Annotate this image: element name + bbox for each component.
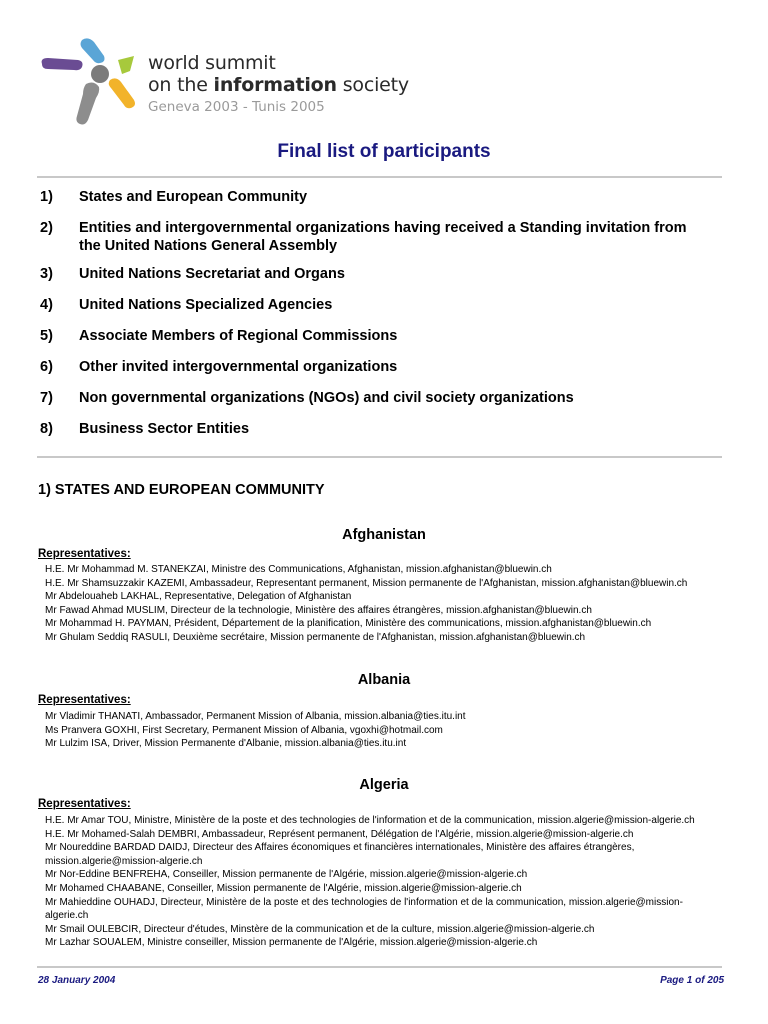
participant-entry: H.E. Mr Mohammad M. STANEKZAI, Ministre des Communications, Afghanistan, mission.afghanistan@bluewin.ch <box>45 564 552 575</box>
participant-entry: Mr Lazhar SOUALEM, Ministre conseiller, Mission permanente de l'Algérie, mission.algerie@mission-algerie.ch <box>45 937 538 949</box>
table-of-contents <box>40 188 710 451</box>
toc-item <box>40 219 710 255</box>
participant-entry: Mr Nor-Eddine BENFREHA, Conseiller, Mission permanente de l'Algérie, mission.algerie@mission-algerie.ch <box>45 869 528 881</box>
logo-wordmark <box>148 52 409 117</box>
participant-entry: H.E. Mr Mohamed-Salah DEMBRI, Ambassadeur, Représent permanent, Délégation de l'Algérie, mission.algerie@mission-algerie.ch <box>45 828 634 840</box>
footer-page-number: Page 1 of 205 <box>660 975 724 986</box>
logo-line-2-post: society <box>336 74 409 96</box>
participant-entry: Mr Vladimir THANATI, Ambassador, Permanent Mission of Albania, mission.albania@ties.itu.int <box>45 711 466 722</box>
toc-text: Entities and intergovernmental organizations having received a Standing invitation from the United Nations General Assembly <box>79 220 687 254</box>
participant-entry: Ms Pranvera GOXHI, First Secretary, Permanent Mission of Albania, vgoxhi@hotmail.com <box>45 724 443 736</box>
toc-number: 6) <box>40 359 53 375</box>
toc-number: 8) <box>40 421 53 437</box>
participant-list <box>45 563 725 645</box>
toc-text: States and European Community <box>79 189 308 205</box>
participant-entry: Mr Abdelouaheb LAKHAL, Representative, Delegation of Afghanistan <box>45 591 352 603</box>
country-heading: Afghanistan <box>342 527 426 543</box>
logo-line-2 <box>148 74 409 96</box>
toc-number: 3) <box>40 266 53 282</box>
wsis-logo <box>38 36 143 131</box>
representatives-label: Representatives: <box>38 694 131 706</box>
logo-center <box>91 65 109 83</box>
toc-text: United Nations Secretariat and Organs <box>79 266 345 282</box>
participant-list <box>45 814 725 950</box>
logo-blue-arm <box>81 38 105 63</box>
country-heading: Algeria <box>359 777 409 793</box>
footer-date: 28 January 2004 <box>38 975 116 986</box>
participant-entry: Mr Noureddine BARDAD DAIDJ, Directeur des Affaires économiques et financières internationales, Ministère des affaires étrangères, mission.algerie@mission-algerie.ch <box>45 842 635 867</box>
participant-entry: H.E. Mr Shamsuzzakir KAZEMI, Ambassadeur, Representant permanent, Mission permanente de l'Afghanistan, mission.afghanistan@bluewin.ch <box>45 577 688 589</box>
toc-item <box>40 296 710 314</box>
toc-text: Associate Members of Regional Commissions <box>79 328 398 344</box>
toc-text: Business Sector Entities <box>79 421 250 437</box>
toc-number: 7) <box>40 390 53 406</box>
logo-yellow-arm <box>109 78 135 108</box>
participant-entry: Mr Smail OULEBCIR, Directeur d'études, Minstère de la communication et de la culture, mission.algerie@mission-algerie.ch <box>45 923 595 935</box>
divider-footer <box>37 966 722 968</box>
participant-entry: Mr Lulzim ISA, Driver, Mission Permanente d'Albanie, mission.albania@ties.itu.int <box>45 738 407 750</box>
participant-entry: Mr Mohammad H. PAYMAN, Président, Département de la planification, Ministère des communications, mission.afghanistan@bluewin.ch <box>45 618 652 630</box>
divider-mid <box>37 456 722 458</box>
logo-green-arm <box>118 56 134 74</box>
toc-number: 1) <box>40 189 53 205</box>
toc-number: 5) <box>40 328 53 344</box>
toc-text: United Nations Specialized Agencies <box>79 297 333 313</box>
section-heading: 1) STATES AND EUROPEAN COMMUNITY <box>38 482 325 498</box>
toc-text: Other invited intergovernmental organizations <box>79 359 398 375</box>
logo-grey-arm <box>76 83 99 125</box>
toc-item <box>40 420 710 438</box>
participant-entry: Mr Mohamed CHAABANE, Conseiller, Mission permanente de l'Algérie, mission.algerie@mission-algerie.ch <box>45 882 522 894</box>
toc-text: Non governmental organizations (NGOs) and civil society organizations <box>79 390 574 406</box>
participant-entry: H.E. Mr Amar TOU, Ministre, Ministère de la poste et des technologies de l'information et de la communication, mission.algerie@mission-algerie.ch <box>45 815 695 826</box>
toc-item <box>40 327 710 345</box>
logo-line-2-pre: on the <box>148 74 214 96</box>
toc-number: 2) <box>40 220 53 236</box>
logo-line-2-bold: information <box>213 74 337 96</box>
logo-purple-arm <box>42 58 83 70</box>
participant-entry: Mr Fawad Ahmad MUSLIM, Directeur de la technologie, Ministère des affaires étrangères, mission.afghanistan@bluewin.ch <box>45 604 592 616</box>
divider-top <box>37 176 722 178</box>
participant-entry: Mr Mahieddine OUHADJ, Directeur, Ministère de la poste et des technologies de l'information et de la communication, mission.algerie@mission-algerie.ch <box>45 896 683 922</box>
toc-item <box>40 265 710 283</box>
page-title: Final list of participants <box>277 141 491 162</box>
representatives-label: Representatives: <box>38 798 131 810</box>
representatives-label: Representatives: <box>38 548 131 560</box>
participant-entry: Mr Ghulam Seddiq RASULI, Deuxième secrétaire, Mission permanente de l'Afghanistan, mission.afghanistan@bluewin.ch <box>45 631 586 643</box>
participant-list <box>45 710 725 751</box>
logo-line-1: world summit <box>148 52 276 74</box>
country-heading: Albania <box>357 672 411 688</box>
toc-number: 4) <box>40 297 53 313</box>
toc-item <box>40 389 710 407</box>
toc-item <box>40 188 710 206</box>
toc-item <box>40 358 710 376</box>
logo-line-3: Geneva 2003 - Tunis 2005 <box>148 99 325 115</box>
